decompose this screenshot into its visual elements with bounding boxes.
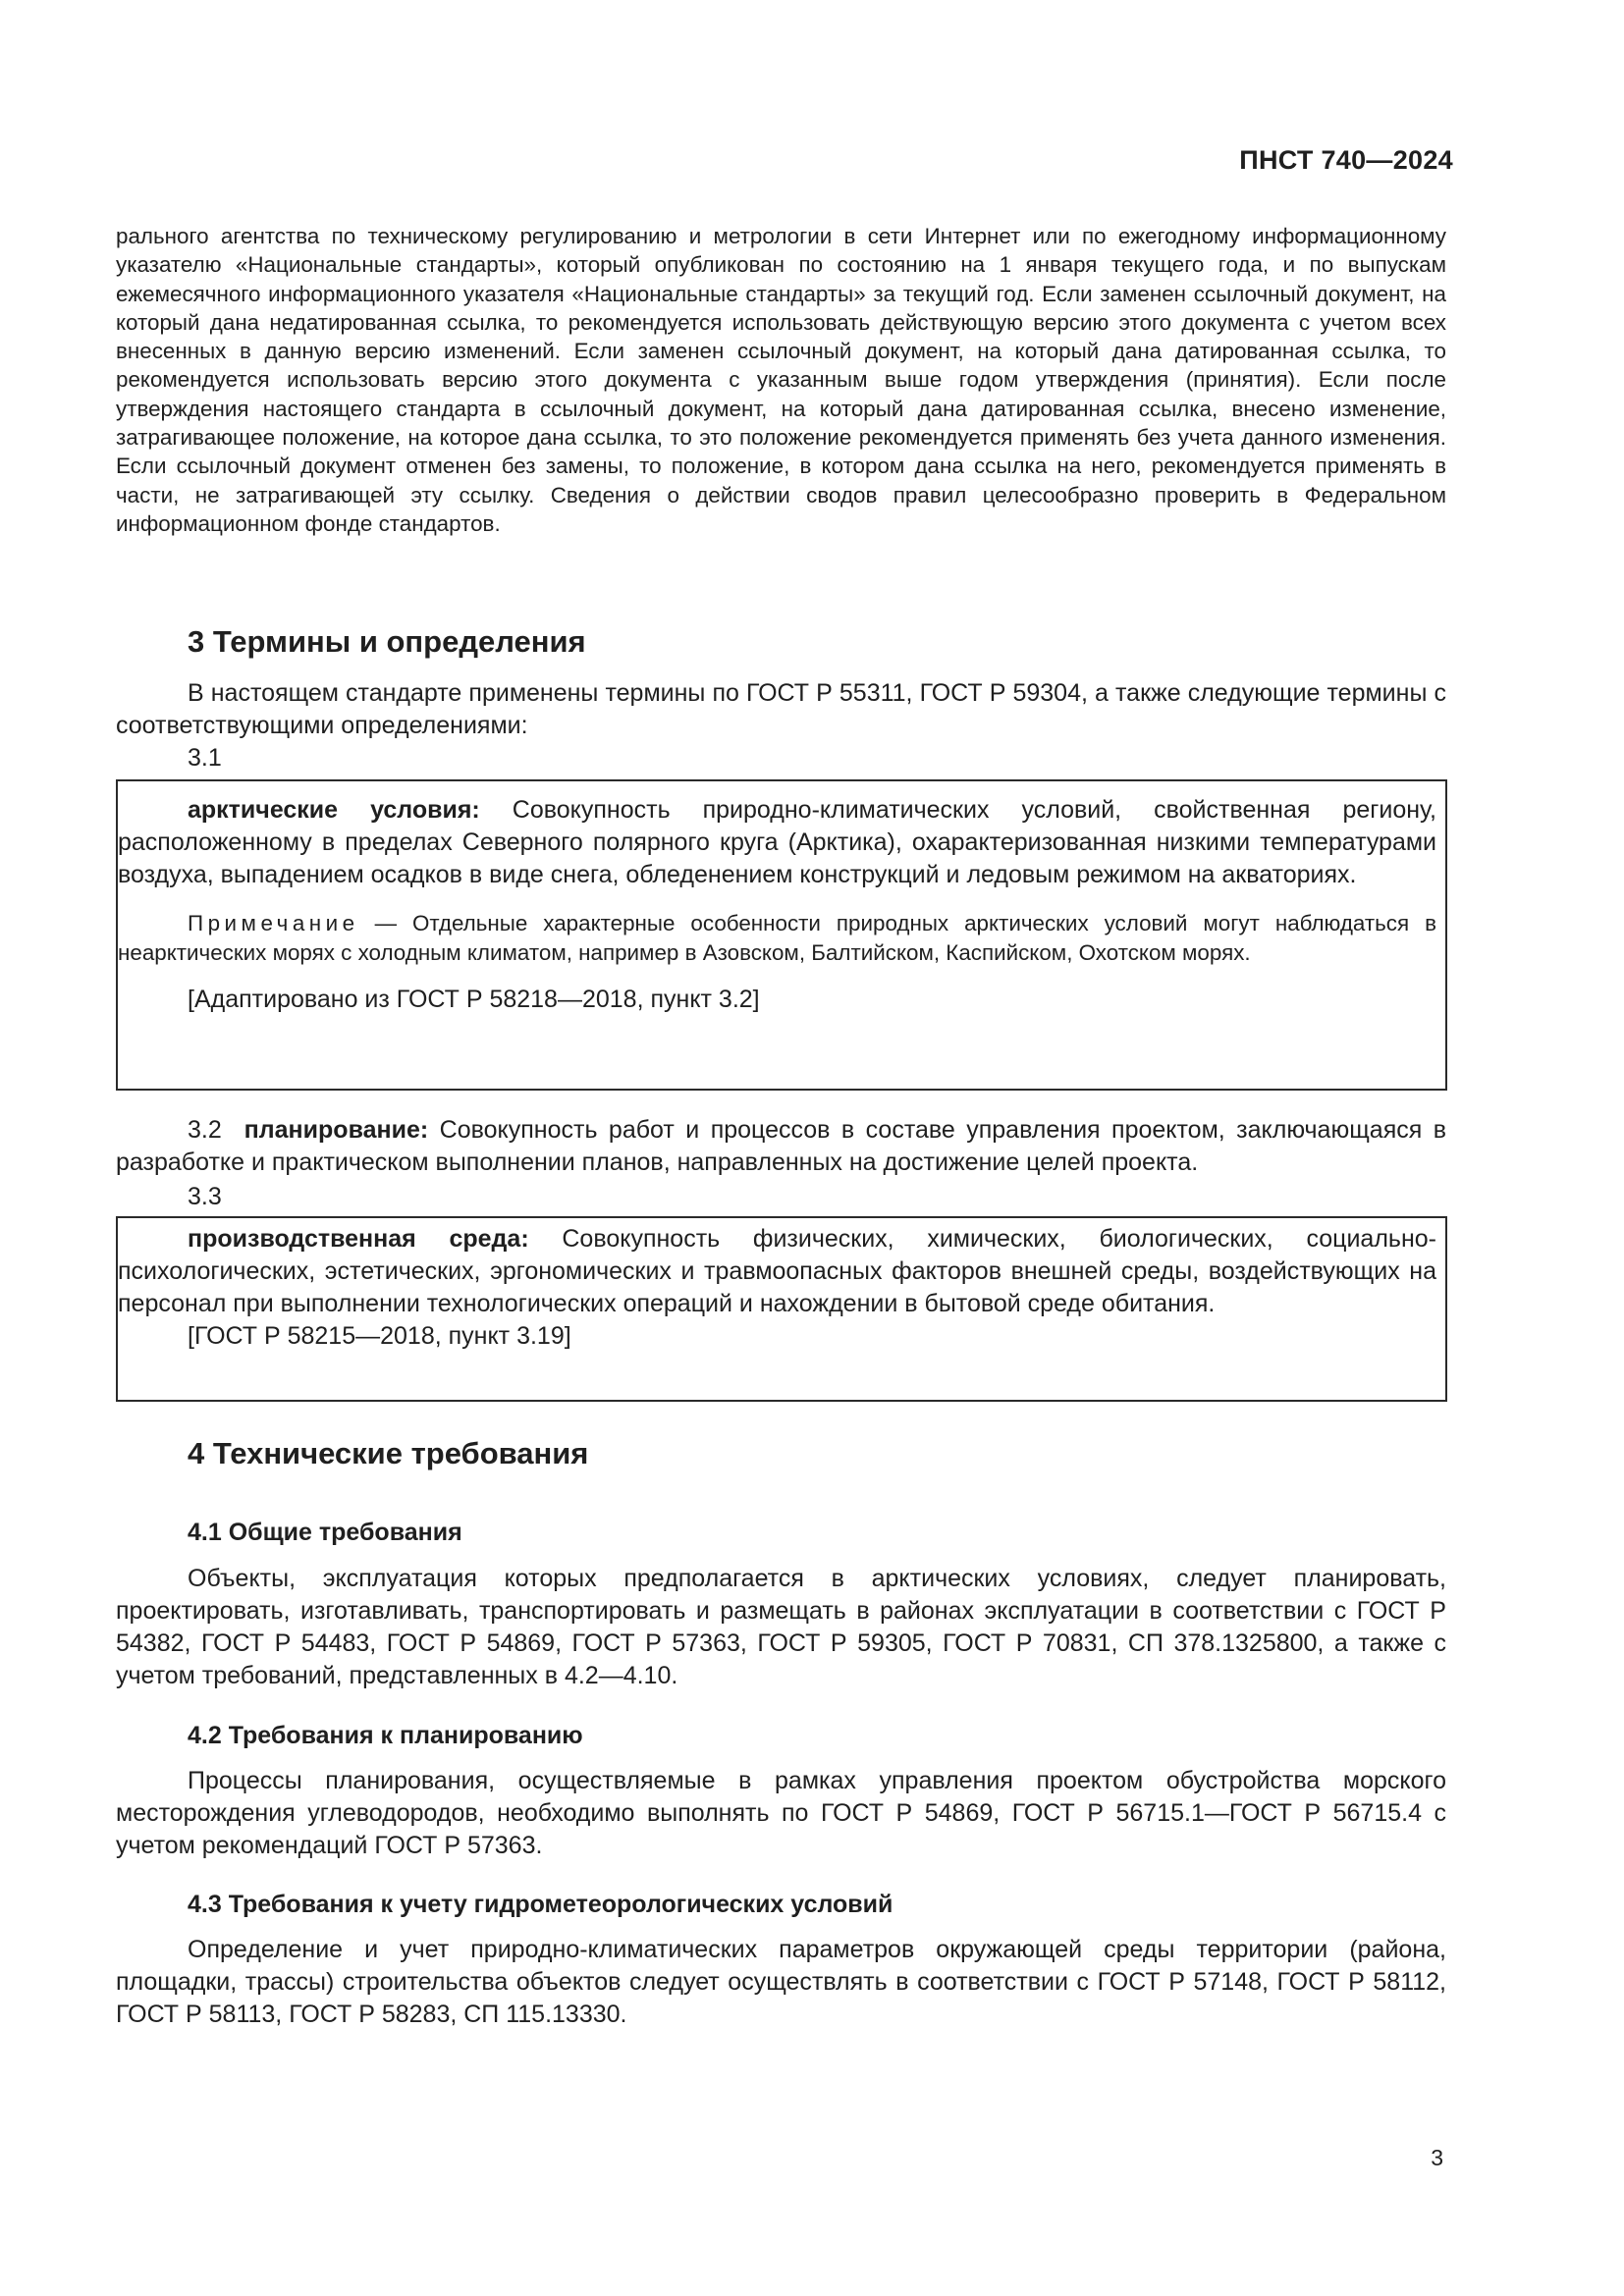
term-3-1-number: 3.1 [188, 744, 222, 772]
term-3-2-text: Совокупность работ и процессов в составе управления проектом, заключающаяся в разработке и практическом выполнении планов, направленных на достижение целей проекта. [116, 1116, 1446, 1176]
section-4-3-heading: 4.3 Требования к учету гидрометеорологических условий [188, 1891, 893, 1918]
page-number: 3 [1431, 2145, 1443, 2170]
term-3-3-number: 3.3 [188, 1183, 222, 1210]
term-box-3-3 [116, 1216, 1447, 1402]
note-label: Примечание [188, 911, 359, 935]
section-4-2-text: Процессы планирования, осуществляемые в рамках управления проектом обустройства морского месторождения углеводородов, необходимо выполнять по ГОСТ Р 54869, ГОСТ Р 56715.1—ГОСТ Р 56715.4 с учетом рекомендаций ГОСТ Р 57363. [116, 1767, 1446, 1859]
intro-paragraph: рального агентства по техническому регулированию и метрологии в сети Интернет или по ежегодному информационному указателю «Национальные стандарты», который опубликован по состоянию на 1 января текущего года, и по выпускам ежемесячного информационного указателя «Национальные стандарты» за текущий год. Если заменен ссылочный документ, на который дана недатированная ссылка, то рекомендуется использовать действующую версию этого документа с учетом всех внесенных в данную версию изменений. Если заменен ссылочный документ, на который дана датированная ссылка, то рекомендуется использовать версию этого документа с указанным выше годом утверждения (принятия). Если после утверждения настоящего стандарта в ссылочный документ, на который дана датированная ссылка, внесено изменение, затрагивающее положение, на которое дана ссылка, то это положение рекомендуется применять без учета данного изменения. Если ссылочный документ отменен без замены, то положение, в котором дана ссылка на него, рекомендуется применять в части, не затрагивающей эту ссылку. Сведения о действии сводов правил целесообразно проверить в Федеральном информационном фонде стандартов. [116, 224, 1446, 536]
term-3-1-note [118, 909, 1445, 967]
document-id: ПНСТ 740—2024 [1239, 145, 1453, 175]
term-box-3-1 [116, 779, 1447, 1091]
term-3-3-text: Совокупность физических, химических, биологических, социально-психологических, эстетических, эргономических и травмоопасных факторов внешней среды, воздействующих на персонал при выполнении технологических операций и нахождении в бытовой среде обитания. [118, 1225, 1436, 1317]
term-3-3-definition [118, 1223, 1445, 1320]
section-4-3-text: Определение и учет природно-климатических параметров окружающей среды территории (района, площадки, трассы) строительства объектов следует осуществлять в соответствии с ГОСТ Р 57148, ГОСТ Р 58112, ГОСТ Р 58113, ГОСТ Р 58283, СП 115.13330. [116, 1936, 1446, 2028]
section-4-heading: 4 Технические требования [188, 1436, 589, 1470]
term-3-2-number: 3.2 [188, 1116, 222, 1144]
term-3-1-text: Совокупность природно-климатических условий, свойственная региону, расположенному в пределах Северного полярного круга (Арктика), охарактеризованная низкими температурами воздуха, выпадением осадков в виде снега, обледенением конструкций и ледовым режимом на акваториях. [118, 796, 1436, 888]
section-3-intro: В настоящем стандарте применены термины по ГОСТ Р 55311, ГОСТ Р 59304, а также следующие термины с соответствующими определениями: [116, 679, 1446, 739]
note-text: — Отдельные характерные особенности природных арктических условий могут наблюдаться в неарктических морях с холодным климатом, например в Азовском, Балтийском, Каспийском, Охотском морях. [118, 911, 1436, 965]
term-3-2 [116, 1114, 1446, 1179]
section-4-1-text: Объекты, эксплуатация которых предполагается в арктических условиях, следует планировать, проектировать, изготавливать, транспортировать и размещать в районах эксплуатации в соответствии с ГОСТ Р 54382, ГОСТ Р 54483, ГОСТ Р 54869, ГОСТ Р 57363, ГОСТ Р 59305, ГОСТ Р 70831, СП 378.1325800, а также с учетом требований, представленных в 4.2—4.10. [116, 1565, 1446, 1689]
term-3-3-source: [ГОСТ Р 58215—2018, пункт 3.19] [188, 1322, 571, 1350]
term-3-1-name: арктические условия: [188, 796, 480, 824]
section-4-2-heading: 4.2 Требования к планированию [188, 1722, 583, 1749]
section-3-heading: 3 Термины и определения [188, 624, 586, 659]
term-3-1-definition [118, 794, 1445, 891]
term-3-3-name: производственная среда: [188, 1225, 529, 1253]
section-4-1-heading: 4.1 Общие требования [188, 1519, 462, 1546]
term-3-1-source: [Адаптировано из ГОСТ Р 58218—2018, пункт 3.2] [188, 986, 760, 1013]
term-3-2-name: планирование: [244, 1116, 429, 1144]
